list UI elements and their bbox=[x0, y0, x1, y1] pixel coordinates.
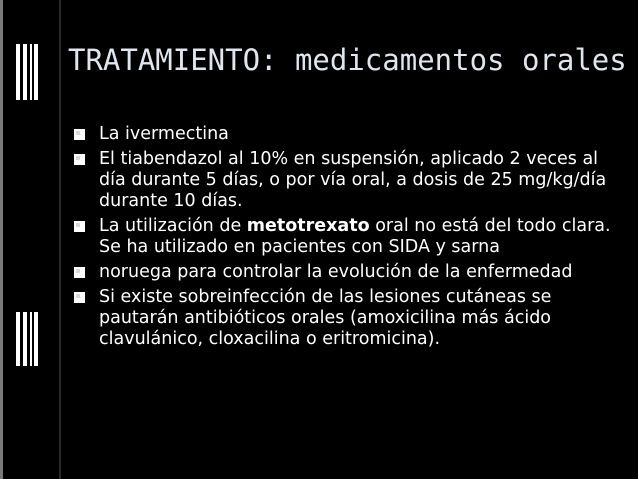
bullet-text-after: oral no está del todo clara. Se ha utilizado en pacientes con SIDA y sarna bbox=[99, 216, 611, 257]
bullet-text-bold: metotrexato bbox=[246, 216, 370, 236]
content-divider bbox=[59, 0, 61, 479]
bullet-item bbox=[72, 124, 617, 145]
bullet-text: Si existe sobreinfección de las lesiones cutáneas se pautarán antibióticos orales (amoxicilina más ácido clavulánico, cloxacilina o eritromicina). bbox=[99, 287, 552, 349]
bullet-text-before: La utilización de bbox=[99, 216, 247, 236]
bullet-item bbox=[72, 287, 617, 350]
bullet-list bbox=[72, 124, 617, 354]
square-bullet-icon bbox=[74, 221, 85, 232]
bullet-text: La ivermectina bbox=[99, 124, 229, 144]
square-bullet-icon bbox=[74, 154, 85, 165]
left-edge-bar bbox=[0, 0, 3, 479]
square-bullet-icon bbox=[74, 267, 85, 278]
bullet-text: noruega para controlar la evolución de la enfermedad bbox=[99, 262, 573, 282]
slide-title: TRATAMIENTO: medicamentos orales bbox=[68, 43, 627, 77]
bullet-text: El tiabendazol al 10% en suspensión, aplicado 2 veces al día durante 5 días, o por vía oral, a dosis de 25 mg/kg/día durante 10 días. bbox=[99, 149, 607, 211]
square-bullet-icon bbox=[74, 129, 85, 140]
decorative-bars-bottom bbox=[16, 312, 38, 366]
decorative-bars-top bbox=[16, 44, 38, 100]
bullet-item bbox=[72, 262, 617, 283]
bullet-item bbox=[72, 149, 617, 212]
bullet-item bbox=[72, 216, 617, 258]
square-bullet-icon bbox=[74, 292, 85, 303]
